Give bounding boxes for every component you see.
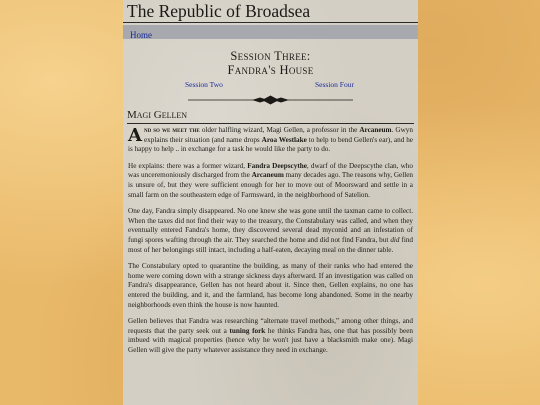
session-title — [123, 49, 418, 77]
next-session-link[interactable]: Session Four — [315, 80, 354, 89]
section-heading: Magi Gellen — [127, 109, 414, 124]
home-link[interactable]: Home — [130, 30, 152, 40]
nav-bar — [123, 25, 418, 39]
lead-in: nd so we meet the — [143, 126, 200, 134]
text-span: He explains: there was a former wizard, — [128, 161, 248, 170]
paragraph-2 — [128, 162, 413, 200]
text-span: . Gwyn explains their situation (and name drops — [143, 126, 413, 144]
session-navigation — [123, 80, 418, 94]
text-span: to help to bend Gellen's ear), and he is happy to help .. in exchange for a task he would like the party to do. — [128, 135, 413, 154]
text-span: One day, Fandra simply disappeared. No one knew she was gone until the taxman came to collect. When the taxes did not find their way to the treasury, the Constabulary was called, and when they eventually entered Fandra's home, they discovered several dead myconid and an infestation of fungi spores wafting through the air. They searched the home and did not find Fandra, but — [128, 207, 413, 244]
bold-term: tuning fork — [229, 326, 266, 335]
bold-term: Fandra Deepscythe — [247, 161, 307, 170]
paragraph-3 — [128, 207, 413, 255]
italic-term: did — [390, 235, 400, 244]
bold-term: Arcaneum — [251, 171, 284, 180]
paragraph-4: The Constabulary opted to quarantine the building, as many of their ranks who had entered the home were coming down with a strange sickness days afterward. If an investigation was called on Fandra's disappearance, Gellen has not heard about it. Since then, Gellen explains, no one has entered the building, and it, and the farmland, has become long abandoned. Some in the nearby neighborhoods even think the house is now haunted. — [128, 262, 413, 309]
site-title: The Republic of Broadsea — [123, 0, 418, 23]
session-title-line1: Session Three: — [230, 49, 311, 63]
text-span: older halfling wizard, Magi Gellen, a professor in the — [199, 126, 360, 134]
text-span: , dwarf of the Deepscythe clan, who was unceremoniously discharged from the — [128, 161, 413, 180]
text-span: many decades ago. The reasons why, Gellen is unsure of, but they were sufficient enough for her to move out of Moorsward and settle in a small farm on the southeastern edge of Farmsward, in the neighborhood of Satelion. — [128, 171, 414, 199]
ornament-divider-icon — [188, 95, 353, 105]
session-title-line2: Fandra's House — [227, 63, 314, 77]
text-span: find most of her belongings still intact, including a half-eaten, decaying meal on the dinner table. — [128, 235, 414, 254]
paragraph-5 — [128, 317, 413, 355]
drop-cap: A — [128, 125, 142, 146]
bold-term: Arcaneum — [359, 126, 392, 134]
bold-term: Aroa Westlake — [261, 135, 307, 144]
text-span: he thinks Fandra has, one that has possibly been imbued with magical properties (hence why he won't just have a blacksmith make one). Magi Gellen will give the party whatever assistance they need in exchange. — [128, 326, 413, 354]
ornament-divider — [123, 95, 418, 105]
previous-session-link[interactable]: Session Two — [185, 80, 223, 89]
text-span: Gellen believes that Fandra was researching “alternate travel methods,” among other things, and requests that the party seek out a — [128, 317, 413, 335]
page-column — [123, 0, 418, 405]
paragraph-1 — [128, 126, 413, 155]
article-body — [123, 124, 418, 355]
